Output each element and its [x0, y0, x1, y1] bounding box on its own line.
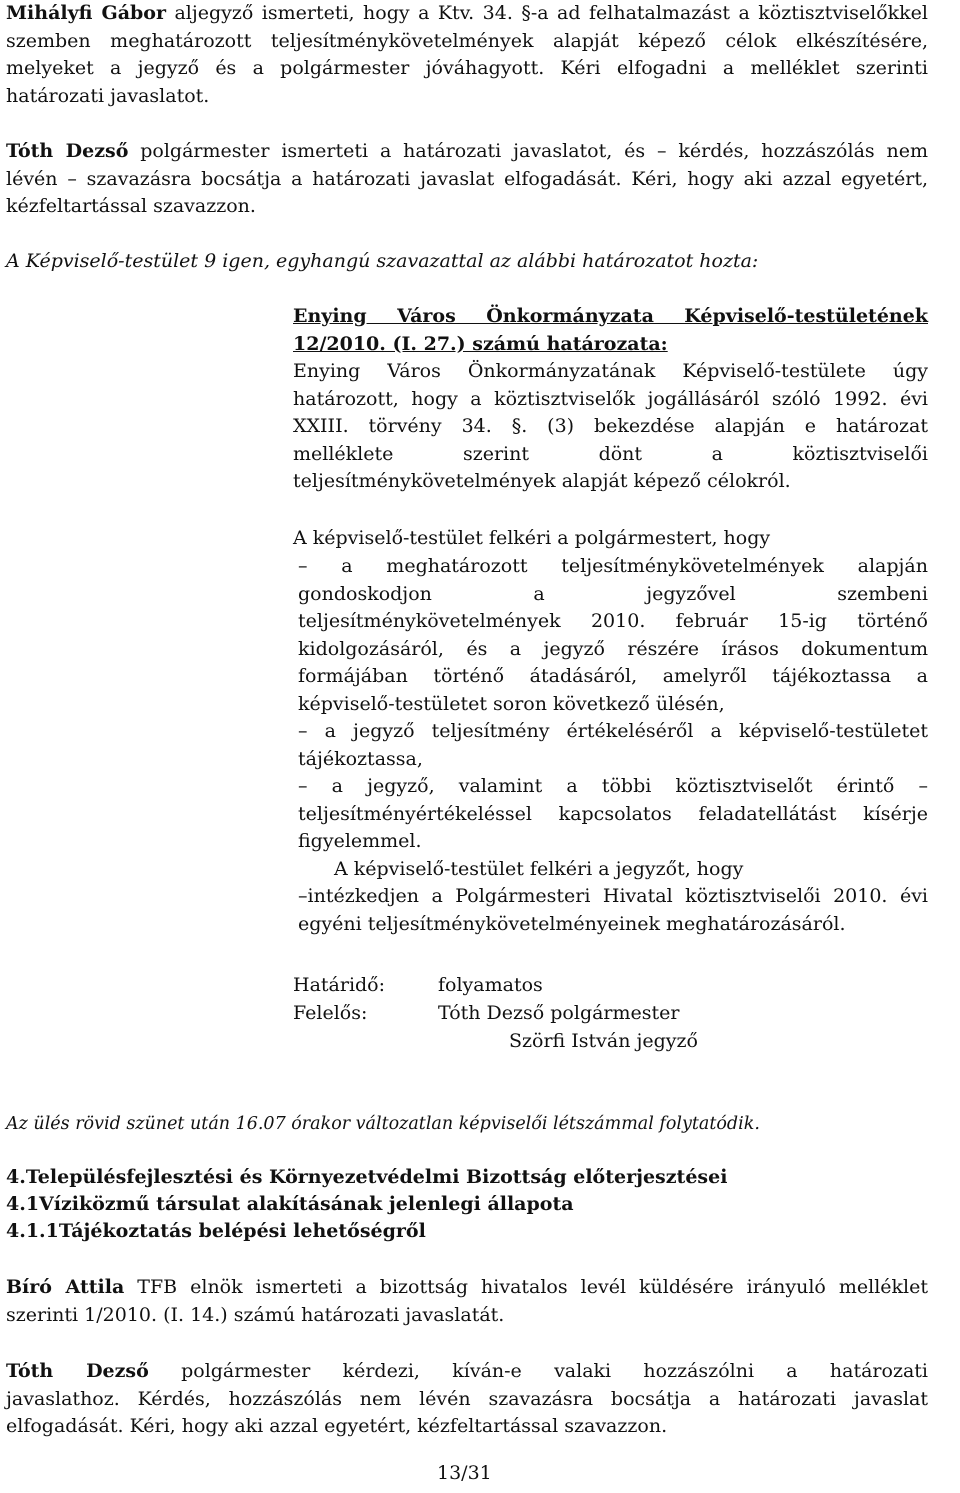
resolution-number: 12/2010. (I. 27.) számú határozata:	[293, 332, 668, 355]
deadline-value: folyamatos	[438, 974, 543, 996]
responsible-value: Szörfi István jegyző	[509, 1030, 698, 1052]
resolution-text-line: Enying Város Önkormányzatának Képviselő-testülete úgy	[293, 360, 928, 382]
paragraph-line: kézfeltartással szavazzon.	[6, 195, 256, 217]
responsible-label: Felelős:	[293, 1002, 368, 1024]
resolution-text-line: határozott, hogy a köztisztviselők jogállásáról szóló 1992. évi	[293, 387, 928, 410]
list-item: teljesítményértékeléssel kapcsolatos feladatellátást kísérje	[298, 802, 928, 825]
paragraph-line: Mihályfi Gábor aljegyző ismerteti, hogy a Ktv. 34. §-a ad felhatalmazást a köztisztviselőkkel	[6, 2, 928, 24]
list-item: formájában történő átadásáról, amelyről tájékoztassa a	[298, 665, 928, 687]
list-item: –intézkedjen a Polgármesteri Hivatal köztisztviselői 2010. évi	[298, 885, 928, 907]
list-item: teljesítménykövetelmények 2010. február 15-ig történő	[298, 610, 928, 632]
paragraph-line: határozati javaslatot.	[6, 84, 210, 107]
list-item: kidolgozásáról, és a jegyző részére írásos dokumentum	[298, 637, 928, 660]
session-note: Az ülés rövid szünet után 16.07 órakor változatlan képviselői létszámmal folytatódik.	[6, 1114, 760, 1134]
paragraph-line: szerinti 1/2010. (I. 14.) számú határozati javaslatát.	[6, 1303, 505, 1326]
request-intro: A képviselő-testület felkéri a polgármestert, hogy	[293, 527, 771, 549]
speaker-name: Tóth Dezső	[6, 140, 129, 162]
list-item: figyelemmel.	[298, 830, 422, 852]
list-item: tájékoztassa,	[298, 747, 423, 770]
paragraph-line: melyeket a jegyző és a polgármester jóváhagyott. Kéri elfogadni a melléklet szerinti	[6, 57, 928, 79]
speaker-name: Bíró Attila	[6, 1276, 125, 1298]
responsible-value: Tóth Dezső polgármester	[438, 1002, 680, 1024]
paragraph-line: Bíró Attila TFB elnök ismerteti a bizottság hivatalos levél küldésére irányuló melléklet	[6, 1276, 928, 1298]
page-number: 13/31	[437, 1462, 492, 1484]
list-item: egyéni teljesítménykövetelményeinek meghatározásáról.	[298, 912, 846, 935]
subsection-heading: 4.1.1Tájékoztatás belépési lehetőségről	[6, 1220, 426, 1242]
paragraph-line: lévén – szavazásra bocsátja a határozati javaslat elfogadását. Kéri, hogy aki azzal egyetért,	[6, 167, 928, 190]
subsection-heading: 4.1Víziközmű társulat alakításának jelenlegi állapota	[6, 1193, 574, 1215]
list-item: – a meghatározott teljesítménykövetelmények alapján	[298, 555, 928, 577]
speaker-name: Tóth Dezső	[6, 1360, 149, 1382]
list-item: – a jegyző teljesítmény értékeléséről a képviselő-testületet	[298, 720, 928, 742]
request-intro: A képviselő-testület felkéri a jegyzőt, hogy	[334, 857, 744, 880]
paragraph-line: javaslathoz. Kérdés, hozzászólás nem lévén szavazásra bocsátja a határozati javaslat	[6, 1387, 928, 1410]
resolution-heading: Enying Város Önkormányzata Képviselő-testületének	[293, 305, 928, 327]
resolution-text-line: melléklete szerint dönt a köztisztviselői	[293, 442, 928, 465]
deadline-label: Határidő:	[293, 974, 386, 996]
paragraph-line: szemben meghatározott teljesítménykövetelmények alapját képező célok elkészítésére,	[6, 29, 928, 52]
resolution-text-line: teljesítménykövetelmények alapját képező célokról.	[293, 470, 791, 492]
paragraph-line: elfogadását. Kéri, hogy aki azzal egyetért, kézfeltartással szavazzon.	[6, 1415, 668, 1437]
paragraph-line: Tóth Dezső polgármester kérdezi, kíván-e valaki hozzászólni a határozati	[6, 1360, 929, 1382]
paragraph-mayor-question	[6, 1358, 928, 1441]
section-heading: 4.Településfejlesztési és Környezetvédelmi Bizottság előterjesztései	[6, 1166, 728, 1188]
resolution-block	[293, 303, 928, 496]
section-headings	[6, 1164, 928, 1245]
paragraph-intro	[6, 0, 928, 110]
vote-result: A Képviselő-testület 9 igen, egyhangú szavazattal az alábbi határozatot hozta:	[6, 250, 759, 272]
resolution-items	[298, 553, 928, 938]
paragraph-mayor-vote	[6, 138, 928, 221]
list-item: – a jegyző, valamint a többi köztisztviselőt érintő –	[298, 775, 928, 797]
paragraph-committee	[6, 1274, 928, 1329]
resolution-requests	[293, 525, 928, 553]
speaker-name: Mihályfi Gábor	[6, 2, 166, 24]
paragraph-line: Tóth Dezső polgármester ismerteti a határozati javaslatot, és – kérdés, hozzászólás nem	[6, 140, 928, 162]
list-item: gondoskodjon a jegyzővel szembeni	[298, 582, 928, 605]
resolution-text-line: XXIII. törvény 34. §. (3) bekezdése alapján e határozat	[293, 415, 928, 437]
list-item: képviselő-testületet soron következő ülésén,	[298, 692, 725, 715]
